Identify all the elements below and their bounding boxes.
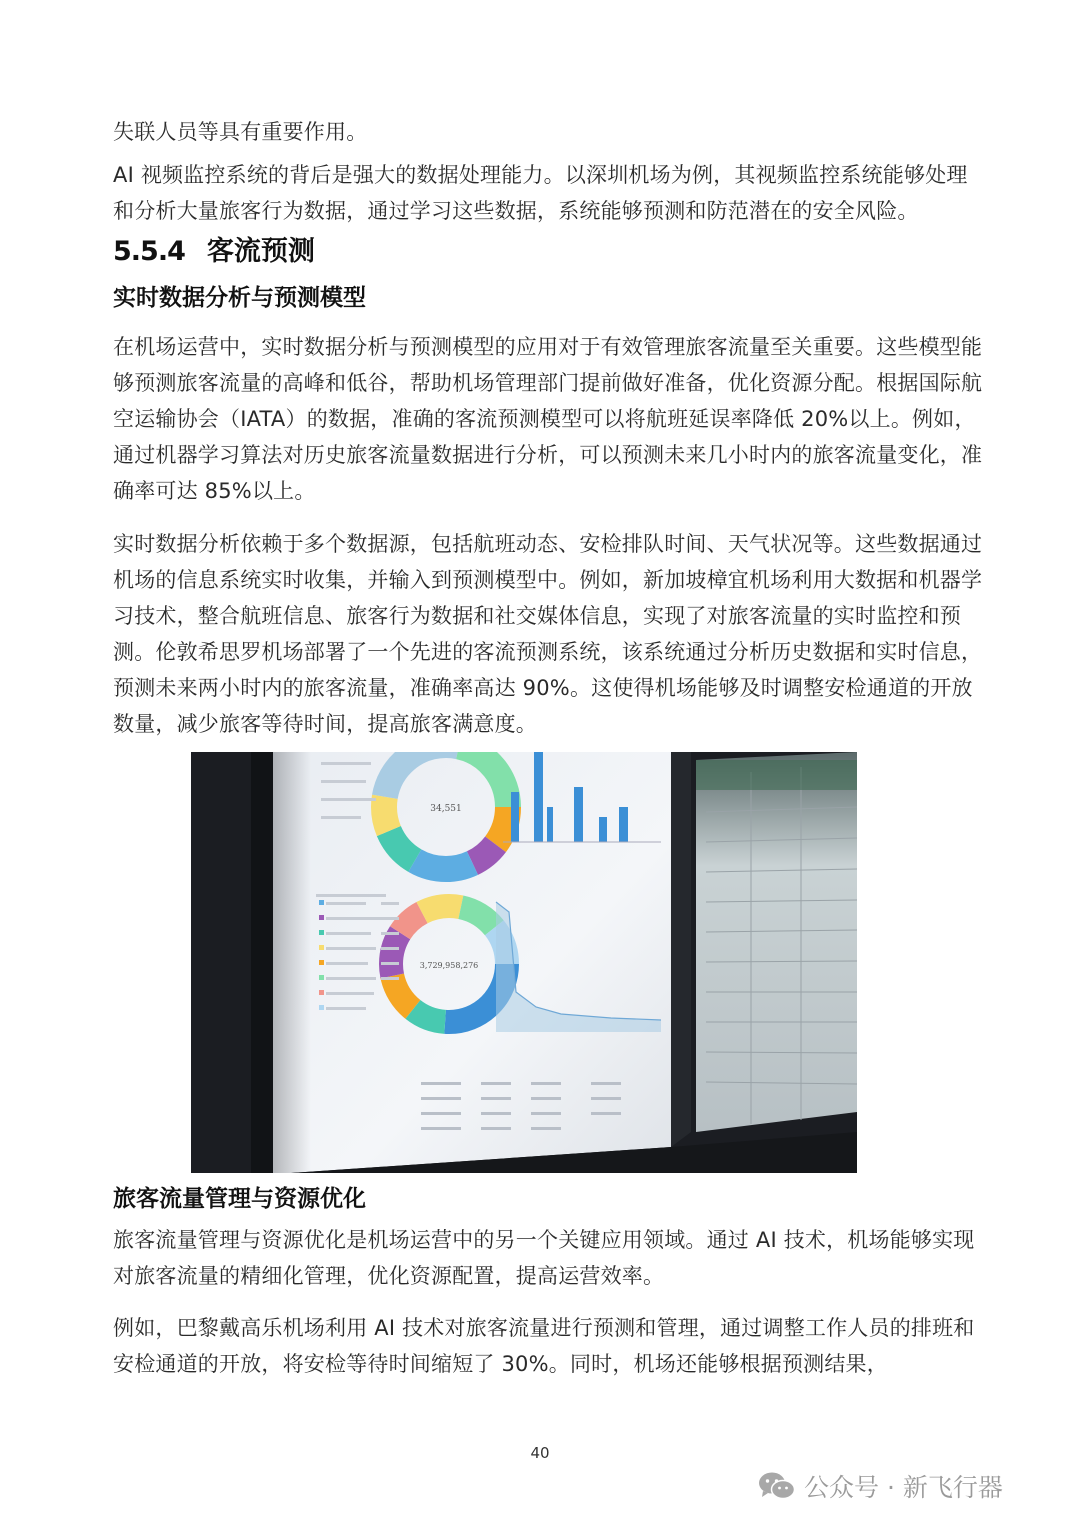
section-number: 5.5.4 [113,236,185,267]
donut-top-label: 34,551 [430,804,462,814]
section-title: 客流预测 [206,236,315,267]
paragraph-flow-management: 旅客流量管理与资源优化是机场运营中的另一个关键应用领域。通过 AI 技术，机场能够实现对旅客流量的精细化管理，优化资源配置，提高运营效率。 [113,1228,975,1288]
subheading-realtime-analysis: 实时数据分析与预测模型 [113,285,366,311]
dashboard-photo [191,752,857,1173]
subheading-flow-management: 旅客流量管理与资源优化 [113,1186,366,1212]
paragraph-prediction-models: 在机场运营中，实时数据分析与预测模型的应用对于有效管理旅客流量至关重要。这些模型能够预测旅客流量的高峰和低谷，帮助机场管理部门提前做好准备，优化资源分配。根据国际航空运输协会（IATA）的数据，准确的客流预测模型可以将航班延误率降低 20%以上。例如，通过机器学习算法对历史旅客流量数据进行分析，可以预测未来几小时内的旅客流量变化，准确率可达 85%以上。 [113,335,983,503]
paragraph-data-sources: 实时数据分析依赖于多个数据源，包括航班动态、安检排队时间、天气状况等。这些数据通过机场的信息系统实时收集，并输入到预测模型中。例如，新加坡樟宜机场利用大数据和机器学习技术，整合航班信息、旅客行为数据和社交媒体信息，实现了对旅客流量的实时监控和预测。伦敦希思罗机场部署了一个先进的客流预测系统，该系统通过分析历史数据和实时信息，预测未来两小时内的旅客流量，准确率高达 90%。这使得机场能够及时调整安检通道的开放数量，减少旅客等待时间，提高旅客满意度。 [113,532,983,736]
donut-mid-label: 3,729,958,276 [419,961,479,970]
paragraph-video-analytics: AI 视频监控系统的背后是强大的数据处理能力。以深圳机场为例，其视频监控系统能够处理和分析大量旅客行为数据，通过学习这些数据，系统能够预测和防范潜在的安全风险。 [113,163,968,223]
page-number: 40 [530,1444,550,1462]
wechat-icon [758,1471,796,1501]
watermark-text: 公众号 · 新飞行器 [804,1473,1003,1502]
watermark [758,1468,1003,1504]
paragraph-intro-tail: 失联人员等具有重要作用。 [113,120,368,144]
paragraph-cdg-example: 例如，巴黎戴高乐机场利用 AI 技术对旅客流量进行预测和管理，通过调整工作人员的排班和安检通道的开放，将安检等待时间缩短了 30%。同时，机场还能够根据预测结果， [113,1316,975,1376]
section-heading [113,232,315,272]
